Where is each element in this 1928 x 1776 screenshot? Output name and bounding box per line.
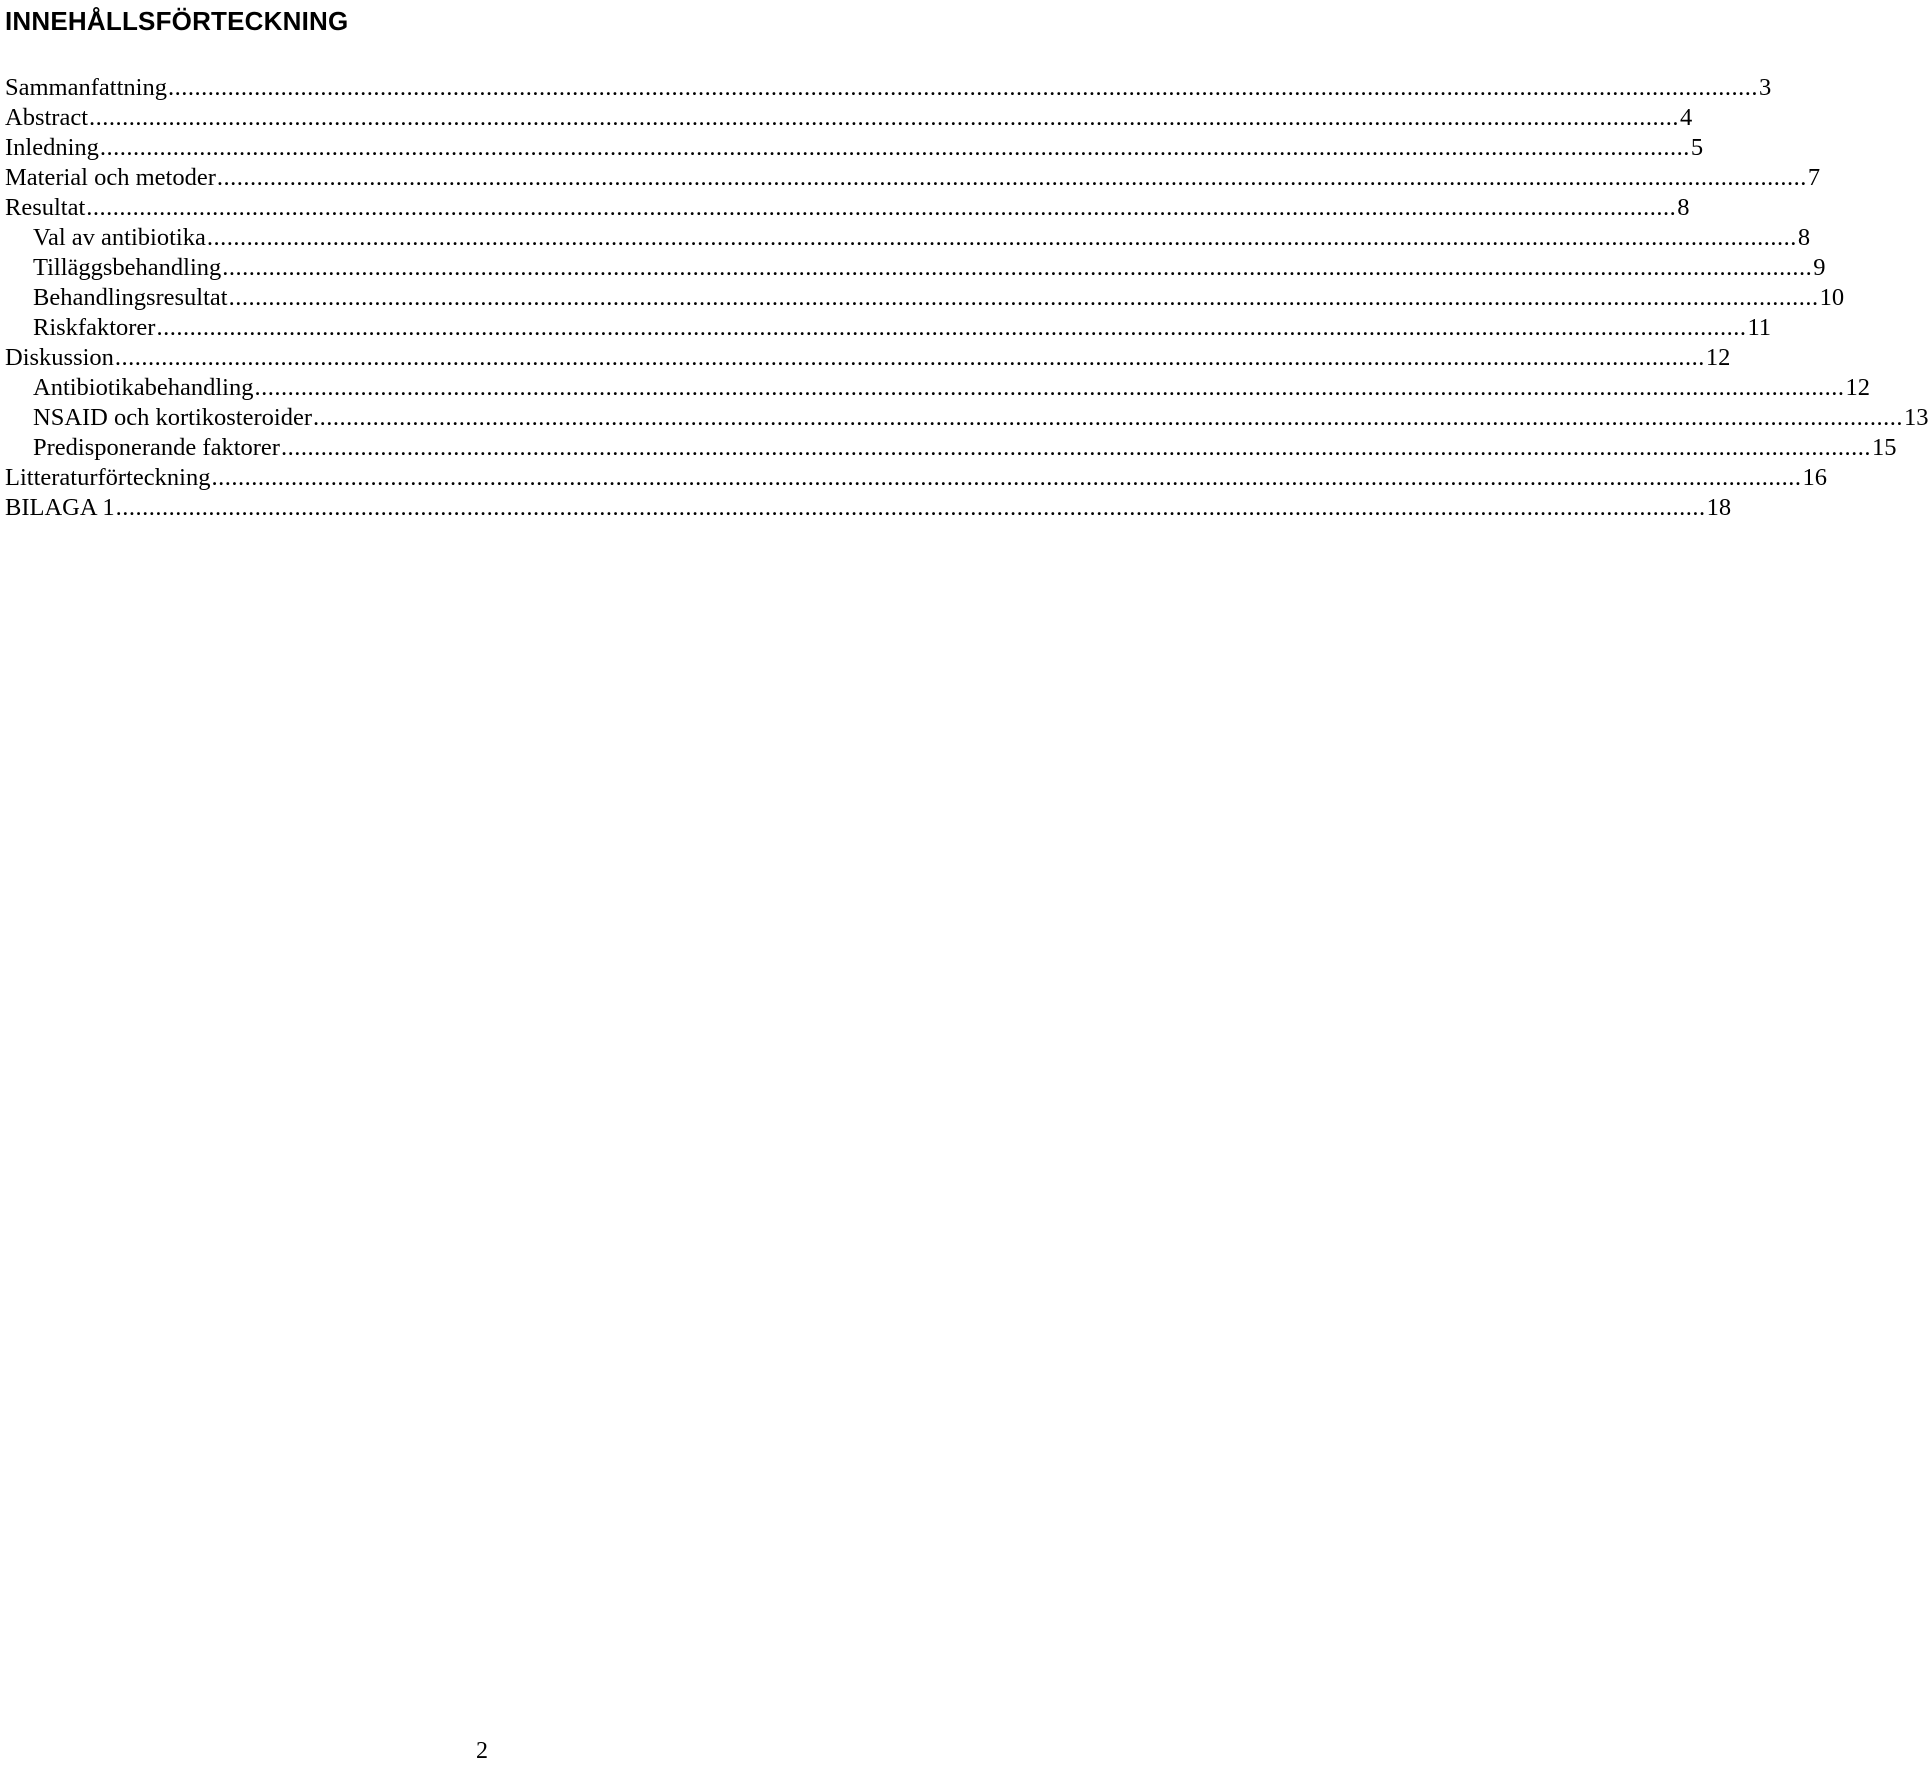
dot-leader: [211, 463, 1801, 493]
toc-entry-page: 12: [1705, 344, 1731, 371]
toc-entry-page: 7: [1807, 164, 1821, 191]
toc-heading: INNEHÅLLSFÖRTECKNING: [5, 6, 349, 36]
toc-entry-page: 8: [1797, 224, 1811, 251]
dot-leader: [207, 223, 1797, 253]
toc-entry-page: 9: [1813, 254, 1826, 281]
toc-entry-title: Tilläggsbehandling: [33, 254, 222, 281]
dot-leader: [115, 343, 1705, 373]
dot-leader: [229, 283, 1819, 313]
toc-entry-bilaga-1[interactable]: [5, 493, 1732, 523]
toc-entry-page: 16: [1802, 464, 1827, 491]
toc-entry-page: 10: [1819, 284, 1845, 311]
toc-entry-title: Riskfaktorer: [33, 314, 156, 341]
toc-entry-title: Sammanfattning: [5, 74, 167, 101]
dot-leader: [281, 433, 1871, 463]
toc-entry-resultat[interactable]: [5, 193, 1690, 223]
dot-leader: [86, 193, 1676, 223]
dot-leader: [168, 73, 1758, 103]
table-of-contents: [5, 73, 1928, 523]
toc-entry-page: 11: [1747, 314, 1772, 341]
dot-leader: [100, 133, 1690, 163]
toc-entry-title: Behandlingsresultat: [33, 284, 228, 311]
toc-entry-title: BILAGA 1: [5, 494, 115, 521]
toc-entry-behandlingsresultat[interactable]: [5, 283, 1845, 313]
toc-entry-antibiotikabehandling[interactable]: [5, 373, 1870, 403]
toc-entry-riskfaktorer[interactable]: [5, 313, 1772, 343]
toc-entry-page: 12: [1845, 374, 1870, 401]
toc-entry-title: Litteraturförteckning: [5, 464, 211, 491]
toc-entry-title: Abstract: [5, 104, 88, 131]
toc-entry-predisponerande-faktorer[interactable]: [5, 433, 1897, 463]
dot-leader: [116, 493, 1706, 523]
page-number: 2: [476, 1738, 488, 1764]
toc-entry-diskussion[interactable]: [5, 343, 1731, 373]
toc-entry-title: NSAID och kortikosteroider: [33, 404, 312, 431]
dot-leader: [89, 103, 1679, 133]
toc-entry-inledning[interactable]: [5, 133, 1704, 163]
toc-entry-title: Predisponerande faktorer: [33, 434, 280, 461]
toc-entry-sammanfattning[interactable]: [5, 73, 1772, 103]
toc-entry-page: 5: [1690, 134, 1704, 161]
dot-leader: [156, 313, 1746, 343]
toc-entry-page: 8: [1677, 194, 1690, 221]
toc-entry-val-av-antibiotika[interactable]: [5, 223, 1811, 253]
toc-entry-title: Diskussion: [5, 344, 114, 371]
toc-entry-litteraturforteckning[interactable]: [5, 463, 1827, 493]
toc-entry-abstract[interactable]: [5, 103, 1693, 133]
toc-entry-material-och-metoder[interactable]: [5, 163, 1821, 193]
toc-entry-title: Material och metoder: [5, 164, 216, 191]
dot-leader: [222, 253, 1812, 283]
dot-leader: [254, 373, 1844, 403]
toc-entry-title: Resultat: [5, 194, 86, 221]
toc-entry-page: 18: [1706, 494, 1732, 521]
toc-entry-title: Inledning: [5, 134, 99, 161]
dot-leader: [217, 163, 1807, 193]
toc-entry-tillaggsbehandling[interactable]: [5, 253, 1826, 283]
toc-entry-page: 3: [1758, 74, 1772, 101]
toc-entry-title: Antibiotikabehandling: [33, 374, 254, 401]
toc-entry-nsaid-och-kortikosteroider[interactable]: [5, 403, 1928, 433]
dot-leader: [313, 403, 1903, 433]
toc-entry-page: 4: [1680, 104, 1693, 131]
toc-entry-page: 13: [1903, 404, 1928, 431]
toc-entry-title: Val av antibiotika: [33, 224, 206, 251]
toc-entry-page: 15: [1871, 434, 1897, 461]
